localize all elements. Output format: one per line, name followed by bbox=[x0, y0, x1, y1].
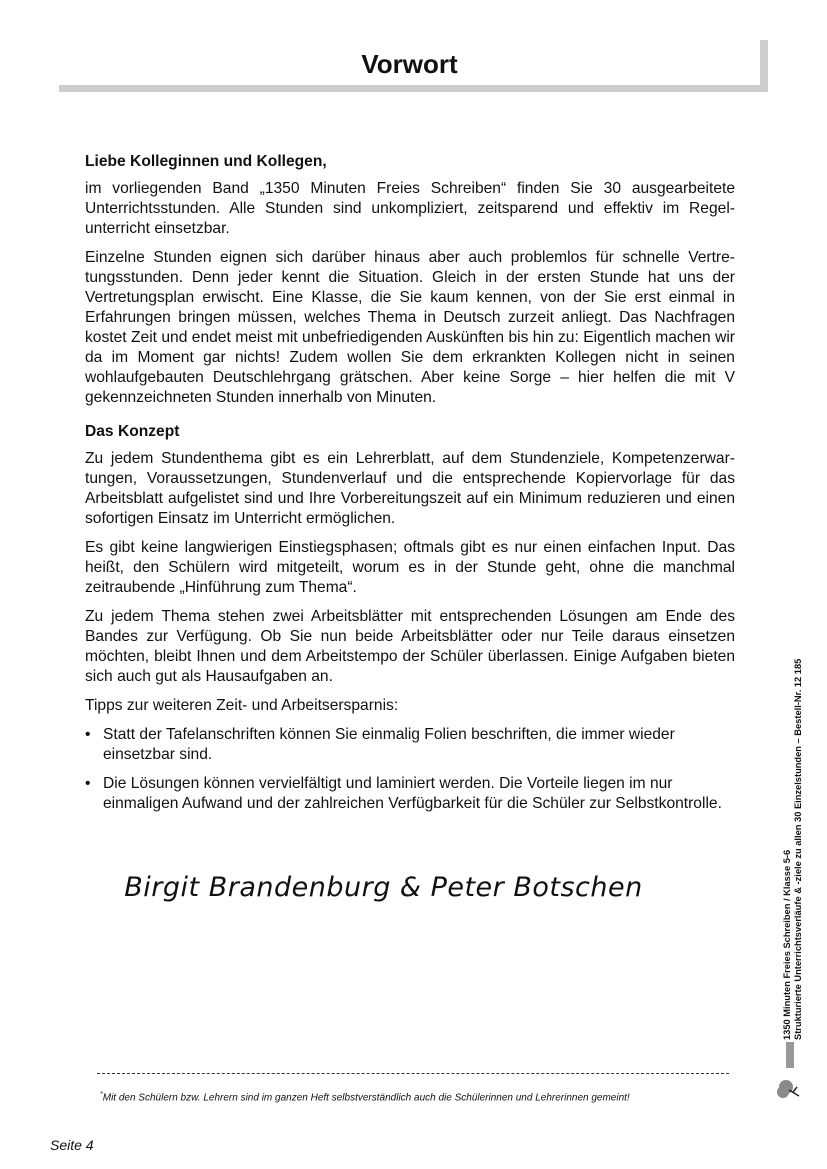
page-number: Seite 4 bbox=[50, 1137, 94, 1153]
bullet-icon: • bbox=[85, 726, 91, 743]
tip-item bbox=[85, 725, 735, 765]
page-title-box bbox=[59, 40, 768, 92]
side-info-title: 1350 Minuten Freies Schreiben / Klasse 5-6 bbox=[782, 849, 792, 1040]
footnote-divider bbox=[97, 1073, 729, 1074]
side-publication-info bbox=[782, 659, 804, 1040]
footnote-text: Mit den Schülern bzw. Lehrern sind im ganzen Heft selbstverständlich auch die Schülerinnen und Lehrerinnen gemeint! bbox=[102, 1092, 630, 1104]
footnote bbox=[100, 1091, 630, 1103]
bullet-icon: • bbox=[85, 775, 91, 792]
tip-text: Die Lösungen können vervielfältigt und laminiert werden. Die Vorteile liegen im nur einmaligen Aufwand und der zahlreichen Verfügbarkeit für die Schüler zur Selbstkontrolle. bbox=[103, 775, 722, 812]
publisher-logo-icon bbox=[775, 1040, 805, 1105]
page-title: Vorwort bbox=[361, 49, 458, 79]
author-signature: Birgit Brandenburg & Peter Botschen bbox=[124, 872, 643, 903]
concept-heading: Das Konzept bbox=[85, 423, 180, 440]
side-info-subtitle: Strukturierte Unterrichtsverläufe & -ziele zu allen 30 Einzelstunden – Bestell-Nr. 12 185 bbox=[793, 658, 803, 1040]
tree-crown bbox=[777, 1086, 789, 1098]
intro-paragraph: Einzelne Stunden eignen sich darüber hinaus aber auch problemlos für schnelle Vertretungsstunden. Denn jeder kennt die Situation. Gleich in der ersten Stunde hat uns der Vertretungsplan erwischt. Eine Klasse, die Sie kaum kennen, von der Sie erst einmal in Erfahrungen bringen müssen, welches Thema in Deutsch zurzeit anliegt. Das Nachfragen kostet Zeit und endet meist mit unbefriedigenden Auskünften bis hin zu: Eigentlich machen wir da im Moment gar nichts! Zudem wollen Sie dem erkrankten Kollegen nicht in seinen wohlaufgebauten Deutschlehrgang grätschen. Aber keine Sorge – hier helfen die mit V gekennzeichneten Stunden innerhalb von Minuten. bbox=[85, 249, 735, 406]
concept-paragraph: Es gibt keine langwierigen Einstiegsphasen; oftmals gibt es nur einen einfachen Input. Das heißt, den Schülern wird mitgeteilt, worum es in der Stunde geht, ohne die manchmal zeitraubende „Hinführung zum Thema“. bbox=[85, 539, 735, 596]
concept-paragraph: Zu jedem Stundenthema gibt es ein Lehrerblatt, auf dem Stundenziele, Kompetenzerwartungen, Voraussetzungen, Stundenverlauf und die entsprechende Kopiervorlage für das Arbeitsblatt aufgelistet sind und Ihre Vorbereitungszeit auf ein Minimum reduzieren und einen sofortigen Einsatz im Unterricht ermöglichen. bbox=[85, 450, 735, 527]
title-shadow-bottom bbox=[59, 85, 768, 92]
title-shadow-right bbox=[760, 40, 768, 92]
tips-list bbox=[85, 725, 735, 814]
tips-intro: Tipps zur weiteren Zeit- und Arbeitsersparnis: bbox=[85, 697, 399, 714]
tip-item bbox=[85, 774, 735, 814]
greeting: Liebe Kolleginnen und Kollegen, bbox=[85, 153, 327, 170]
footnote-marker: * bbox=[100, 1091, 103, 1098]
publisher-logo-label bbox=[786, 1042, 794, 1068]
foreword-body bbox=[85, 152, 735, 823]
concept-paragraph: Zu jedem Thema stehen zwei Arbeitsblätter mit entsprechenden Lösungen am Ende des Bandes zur Verfügung. Ob Sie nun beide Arbeitsblätter oder nur Teile daraus einsetzen möchten, bleibt Ihnen und dem Arbeitstempo der Schüler überlassen. Einige Aufgaben bieten sich auch gut als Hausaufgaben an. bbox=[85, 608, 735, 685]
intro-paragraph: im vorliegenden Band „1350 Minuten Freies Schreiben“ finden Sie 30 ausgearbeitete Unterrichtsstunden. Alle Stunden sind unkompliziert, zeitsparend und effektiv im Regelunterricht einsetzbar. bbox=[85, 180, 735, 237]
tip-text: Statt der Tafelanschriften können Sie einmalig Folien beschriften, die immer wieder einsetzbar sind. bbox=[103, 726, 675, 763]
